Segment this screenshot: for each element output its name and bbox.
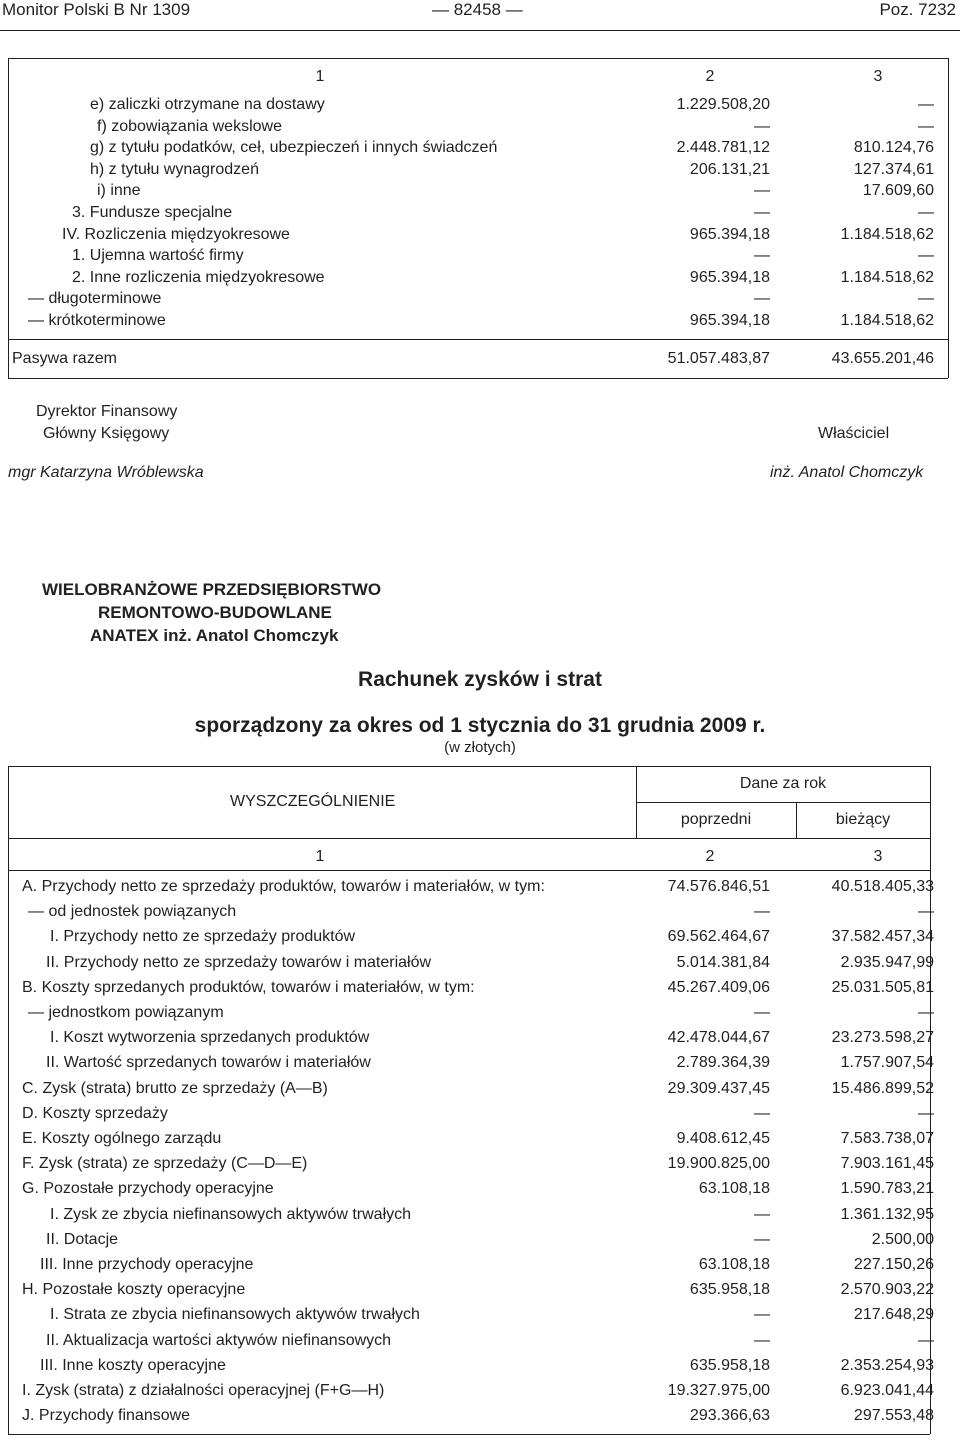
top-row-value-col3: — bbox=[918, 247, 934, 265]
top-row-value-col2: 2.448.781,12 bbox=[676, 139, 770, 157]
pl-row-value-prev: 63.108,18 bbox=[698, 1256, 770, 1273]
pl-row-label: I. Strata ze zbycia niefinansowych aktywów trwałych bbox=[50, 1306, 420, 1324]
pl-row-value-curr: 15.486.899,52 bbox=[831, 1079, 934, 1097]
company-line-2: REMONTOWO-BUDOWLANE bbox=[98, 603, 332, 622]
signature-title-finance-director: Dyrektor Finansowy bbox=[36, 403, 178, 420]
pl-row-value-prev: 9.408.612,45 bbox=[676, 1130, 770, 1147]
top-row-value-col3: — bbox=[918, 96, 934, 113]
header-right: Poz. 7232 bbox=[879, 0, 956, 19]
top-row-value-col3: 1.184.518,62 bbox=[840, 312, 934, 329]
company-line-1: WIELOBRANŻOWE PRZEDSIĘBIORSTWO bbox=[42, 580, 382, 599]
pl-row-value-prev: 45.267.409,06 bbox=[667, 978, 770, 996]
pl-row-label: II. Aktualizacja wartości aktywów niefinansowych bbox=[46, 1331, 392, 1349]
signature-title-chief-accountant: Główny Księgowy bbox=[43, 425, 170, 442]
top-col-number-2: 2 bbox=[705, 68, 715, 85]
top-row-value-col3: — bbox=[918, 117, 934, 135]
pl-row-value-curr: — bbox=[918, 903, 934, 921]
signature-name-right: inż. Anatol Chomczyk bbox=[770, 464, 924, 481]
pl-row-value-prev: — bbox=[754, 1004, 770, 1021]
pl-head-previous: poprzedni bbox=[680, 811, 752, 828]
pl-row-value-prev: 74.576.846,51 bbox=[667, 878, 770, 895]
top-table-left-border bbox=[8, 58, 9, 378]
pl-row-value-curr: 1.361.132,95 bbox=[840, 1205, 934, 1223]
top-col-number-3: 3 bbox=[873, 68, 883, 85]
top-table-bottom-rule bbox=[8, 378, 948, 379]
top-row-value-col3: — bbox=[918, 204, 934, 221]
report-title: Rachunek zysków i strat bbox=[358, 668, 602, 691]
pl-row-label: I. Zysk (strata) z działalności operacyjnej (F+G—H) bbox=[22, 1382, 385, 1399]
pl-row-label: C. Zysk (strata) brutto ze sprzedaży (A—B) bbox=[22, 1079, 328, 1097]
top-row-label: 2. Inne rozliczenia międzyokresowe bbox=[72, 268, 325, 286]
pl-row-value-prev: 2.789.364,39 bbox=[676, 1054, 770, 1072]
top-row-label: 1. Ujemna wartość firmy bbox=[72, 247, 244, 265]
pl-row-value-curr: 297.553,48 bbox=[853, 1407, 934, 1425]
total-value-col3: 43.655.201,46 bbox=[831, 350, 934, 367]
pl-row-value-curr: 2.353.254,93 bbox=[840, 1356, 934, 1374]
pl-row-value-prev: 635.958,18 bbox=[689, 1281, 770, 1299]
pl-row-label: — jednostkom powiązanym bbox=[28, 1004, 224, 1021]
signature-name-left: mgr Katarzyna Wróblewska bbox=[8, 464, 204, 481]
top-row-value-col2: 965.394,18 bbox=[689, 312, 770, 329]
pl-row-label: F. Zysk (strata) ze sprzedaży (C—D—E) bbox=[22, 1155, 308, 1173]
top-row-label: e) zaliczki otrzymane na dostawy bbox=[90, 96, 325, 113]
pl-row-value-prev: 29.309.437,45 bbox=[667, 1079, 770, 1097]
header-left: Monitor Polski B Nr 1309 bbox=[2, 0, 191, 19]
pl-row-label: I. Przychody netto ze sprzedaży produktów bbox=[50, 928, 356, 946]
pl-row-value-curr: — bbox=[918, 1004, 934, 1021]
pl-row-label: H. Pozostałe koszty operacyjne bbox=[22, 1281, 246, 1299]
top-row-value-col2: — bbox=[754, 247, 770, 265]
signature-title-owner: Właściciel bbox=[818, 425, 890, 442]
top-row-value-col2: — bbox=[754, 182, 770, 200]
top-row-label: g) z tytułu podatków, ceł, ubezpieczeń i innych świadczeń bbox=[90, 139, 498, 157]
top-row-value-col2: 206.131,21 bbox=[689, 160, 770, 178]
pl-row-value-curr: 6.923.041,44 bbox=[840, 1382, 934, 1399]
top-row-label: IV. Rozliczenia międzyokresowe bbox=[62, 225, 290, 243]
pl-head-specification: WYSZCZEGÓLNIENIE bbox=[230, 793, 396, 810]
top-table-total-rule bbox=[8, 339, 948, 340]
top-row-value-col2: 965.394,18 bbox=[689, 225, 770, 243]
pl-row-label: III. Inne koszty operacyjne bbox=[40, 1356, 226, 1374]
top-row-label: i) inne bbox=[97, 182, 141, 200]
pl-row-value-curr: 40.518.405,33 bbox=[831, 878, 934, 895]
pl-row-label: I. Koszt wytworzenia sprzedanych produktów bbox=[50, 1029, 370, 1047]
pl-row-value-prev: 69.562.464,67 bbox=[667, 928, 770, 946]
pl-row-value-prev: — bbox=[754, 1205, 770, 1223]
top-table-right-border bbox=[948, 58, 949, 378]
report-unit: (w złotych) bbox=[444, 739, 516, 756]
pl-row-label: J. Przychody finansowe bbox=[22, 1407, 191, 1425]
top-row-label: h) z tytułu wynagrodzeń bbox=[90, 160, 259, 178]
pl-row-value-prev: 63.108,18 bbox=[698, 1180, 770, 1198]
header-page-number: — 82458 — bbox=[432, 0, 523, 19]
pl-table-left-border bbox=[8, 766, 9, 1434]
pl-row-value-curr: — bbox=[918, 1104, 934, 1122]
pl-row-label: II. Wartość sprzedanych towarów i materiałów bbox=[46, 1054, 371, 1072]
pl-row-value-curr: 2.570.903,22 bbox=[840, 1281, 934, 1299]
pl-table-top-rule bbox=[8, 766, 930, 767]
pl-table-group-rule bbox=[636, 802, 930, 803]
pl-row-value-curr: 2.935.947,99 bbox=[840, 953, 934, 971]
report-subtitle: sporządzony za okres od 1 stycznia do 31 grudnia 2009 r. bbox=[194, 714, 766, 737]
pl-row-value-prev: — bbox=[754, 1331, 770, 1349]
pl-row-label: B. Koszty sprzedanych produktów, towarów i materiałów, w tym: bbox=[22, 978, 475, 996]
pl-row-label: II. Dotacje bbox=[46, 1230, 119, 1248]
top-row-value-col3: 127.374,61 bbox=[853, 160, 934, 178]
pl-row-value-prev: 5.014.381,84 bbox=[676, 953, 770, 971]
top-row-label: — długoterminowe bbox=[28, 290, 162, 308]
top-row-value-col3: 1.184.518,62 bbox=[840, 225, 934, 243]
header-rule bbox=[0, 30, 960, 31]
pl-row-label: D. Koszty sprzedaży bbox=[22, 1104, 168, 1122]
pl-col-number-2: 2 bbox=[705, 848, 715, 865]
pl-row-value-prev: 293.366,63 bbox=[689, 1407, 770, 1425]
pl-row-label: G. Pozostałe przychody operacyjne bbox=[22, 1180, 274, 1198]
pl-row-value-curr: 1.757.907,54 bbox=[840, 1054, 934, 1072]
top-row-value-col3: — bbox=[918, 290, 934, 308]
pl-row-label: — od jednostek powiązanych bbox=[28, 903, 237, 921]
top-row-value-col3: 810.124,76 bbox=[853, 139, 934, 157]
pl-row-label: I. Zysk ze zbycia niefinansowych aktywów trwałych bbox=[50, 1205, 412, 1223]
pl-col-number-1: 1 bbox=[315, 848, 325, 865]
pl-table-head-rule bbox=[8, 838, 930, 839]
top-row-label: — krótkoterminowe bbox=[28, 312, 166, 329]
pl-head-current: bieżący bbox=[835, 811, 891, 828]
total-value-col2: 51.057.483,87 bbox=[667, 350, 770, 367]
pl-row-value-curr: 25.031.505,81 bbox=[831, 978, 934, 996]
top-row-value-col2: — bbox=[754, 117, 770, 135]
top-row-label: 3. Fundusze specjalne bbox=[72, 204, 233, 221]
pl-row-value-curr: 37.582.457,34 bbox=[831, 928, 934, 946]
pl-row-value-curr: 7.903.161,45 bbox=[840, 1155, 934, 1173]
top-row-label: f) zobowiązania wekslowe bbox=[97, 117, 282, 135]
pl-row-value-curr: — bbox=[918, 1331, 934, 1349]
top-col-number-1: 1 bbox=[315, 68, 325, 85]
top-row-value-col3: 17.609,60 bbox=[862, 182, 934, 200]
pl-row-value-curr: 1.590.783,21 bbox=[840, 1180, 934, 1198]
pl-row-value-prev: — bbox=[754, 903, 770, 921]
pl-head-data-for-year: Dane za rok bbox=[739, 775, 827, 792]
pl-row-label: III. Inne przychody operacyjne bbox=[40, 1256, 254, 1273]
pl-row-value-prev: — bbox=[754, 1306, 770, 1324]
pl-row-value-prev: 635.958,18 bbox=[689, 1356, 770, 1374]
top-table-top-rule bbox=[8, 58, 948, 59]
pl-row-value-curr: 7.583.738,07 bbox=[840, 1130, 934, 1147]
pl-row-value-prev: 42.478.044,67 bbox=[667, 1029, 770, 1047]
pl-row-value-prev: — bbox=[754, 1230, 770, 1248]
pl-row-label: E. Koszty ogólnego zarządu bbox=[22, 1130, 222, 1147]
top-row-value-col2: — bbox=[754, 204, 770, 221]
pl-row-label: A. Przychody netto ze sprzedaży produktów, towarów i materiałów, w tym: bbox=[22, 878, 545, 895]
pl-row-value-prev: — bbox=[754, 1104, 770, 1122]
top-row-value-col3: 1.184.518,62 bbox=[840, 268, 934, 286]
pl-row-value-curr: 23.273.598,27 bbox=[831, 1029, 934, 1047]
pl-table-number-rule bbox=[8, 870, 930, 871]
pl-row-value-curr: 2.500,00 bbox=[871, 1230, 934, 1248]
top-row-value-col2: 965.394,18 bbox=[689, 268, 770, 286]
top-row-value-col2: — bbox=[754, 290, 770, 308]
pl-row-value-prev: 19.900.825,00 bbox=[667, 1155, 770, 1173]
top-row-value-col2: 1.229.508,20 bbox=[676, 96, 770, 113]
total-label: Pasywa razem bbox=[12, 350, 117, 367]
pl-row-value-curr: 217.648,29 bbox=[853, 1306, 934, 1324]
pl-row-value-prev: 19.327.975,00 bbox=[667, 1382, 770, 1399]
pl-row-value-curr: 227.150,26 bbox=[853, 1256, 934, 1273]
pl-row-label: II. Przychody netto ze sprzedaży towarów i materiałów bbox=[46, 953, 432, 971]
pl-table-bottom-rule bbox=[8, 1434, 930, 1435]
pl-col-number-3: 3 bbox=[873, 848, 883, 865]
company-line-3: ANATEX inż. Anatol Chomczyk bbox=[90, 626, 339, 645]
